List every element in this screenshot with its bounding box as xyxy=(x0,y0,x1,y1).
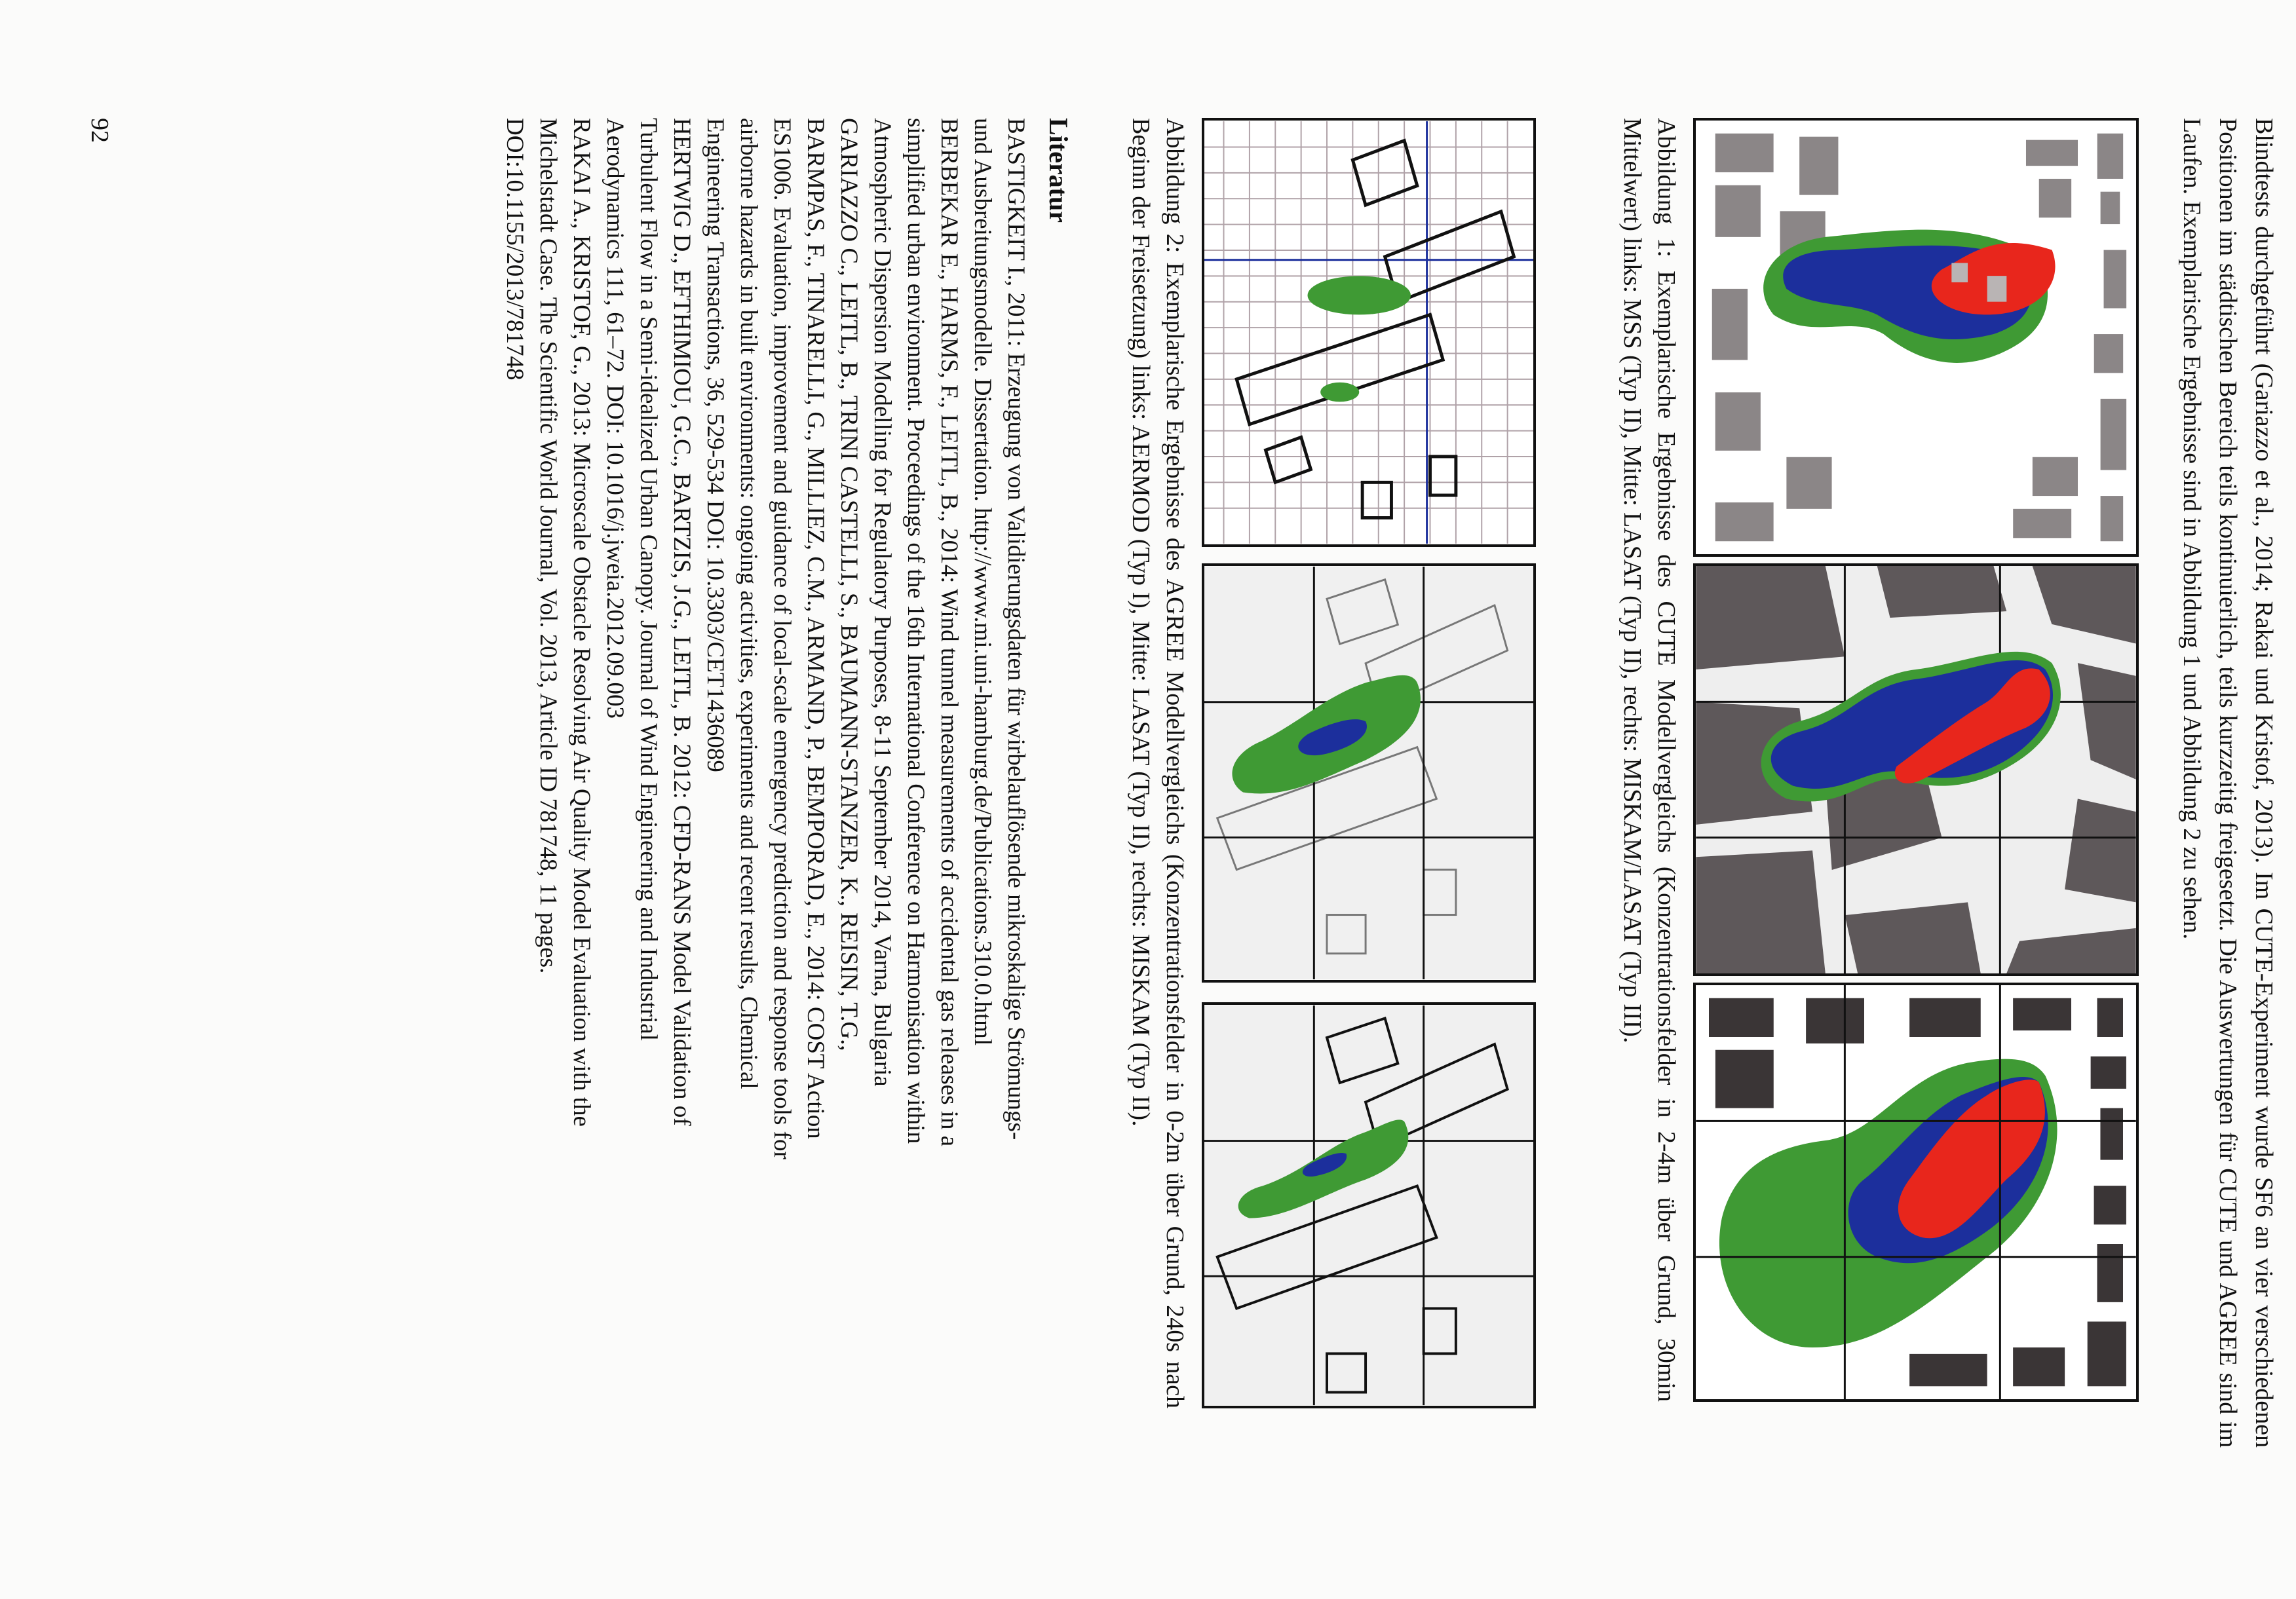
reference-line: ES1006. Evaluation, improvement and guidance of local-scale emergency prediction and response tools for xyxy=(769,118,795,1159)
reference-line: BASTIGKEIT I., 2011: Erzeugung von Validierungsdaten für wirbelauflösende mikroskalige Strömungs- xyxy=(1003,118,1029,1140)
figure1-panel-middle xyxy=(1693,563,2139,976)
figure1-panel-right xyxy=(1693,983,2139,1402)
figure2-panel-middle xyxy=(1202,563,1536,983)
figure1-middle-map xyxy=(1696,566,2136,973)
body-paragraph: Blindtests durchgeführt (Gariazzo et al., 2014; Rakai und Kristof, 2013). Im CUTE-Experiment wurde SF6 an vier verschiedenen Positionen im städtischen Bereich teils kontinuierlich, teils kurzzeitig freigesetzt. Die Auswertungen für CUTE und AGREE sind im Laufen. Exemplarische Ergebnisse sind in Abbildung 1 und Abbildung 2 zu sehen. xyxy=(2178,118,2278,1448)
reference-line: BERBEKAR E., HARMS, F., LEITL, B., 2014: Wind tunnel measurements of accidental gas releases in a xyxy=(936,118,963,1147)
figure1-caption: Abbildung 1: Exemplarische Ergebnisse des CUTE Modellvergleichs (Konzentrationsfelder in 2-4m über Grund, 30min Mittelwert) links: MSS (Typ II), Mitte: LASAT (Typ II), rechts: MISKAM/LASAT (Typ III). xyxy=(1618,118,1680,1402)
figure1-panel-left xyxy=(1693,118,2139,557)
figure2-left-map xyxy=(1204,121,1533,544)
reference-line: BARMPAS, F., TINARELLI, G., MILLIEZ, C.M., ARMAND, P., BEMPORAD, E., 2014: COST Action xyxy=(802,118,829,1139)
reference-line: RAKAI A., KRISTOF, G., 2013: Microscale Obstacle Resolving Air Quality Model Evaluation with the xyxy=(568,118,595,1127)
figure2-middle-map xyxy=(1204,566,1533,980)
figure1-right-map xyxy=(1696,985,2136,1399)
figure2-right-map xyxy=(1204,1005,1533,1406)
figure1-left-map xyxy=(1696,121,2136,554)
reference-line: Turbulent Flow in a Semi-idealized Urban Canopy. Journal of Wind Engineering and Industrial xyxy=(635,118,662,1042)
page-number: 92 xyxy=(86,118,113,143)
reference-line: Atmospheric Dispersion Modelling for Regulatory Purposes, 8-11 September 2014, Varna, Bulgaria xyxy=(869,118,896,1087)
reference-line: DOI:10.1155/2013/781748 xyxy=(501,118,528,381)
literature-heading: Literatur xyxy=(1044,118,1073,223)
figure2-caption: Abbildung 2: Exemplarische Ergebnisse des AGREE Modellvergleichs (Konzentrationsfelder in 0-2m über Grund, 240s nach Beginn der Freisetzung) links: AERMOD (Typ I), Mitte: LASAT (Typ II), rechts: MISKAM (Typ II). xyxy=(1127,118,1189,1408)
reference-line: HERTWIG D., EFTHIMIOU, G.C., BARTZIS, J.G., LEITL, B. 2012: CFD-RANS Model Validation of xyxy=(668,118,695,1126)
figure2-panel-right xyxy=(1202,1002,1536,1408)
figure2-panel-left xyxy=(1202,118,1536,547)
reference-list xyxy=(498,118,1033,1494)
reference-line: simplified urban environment. Proceedings of the 16th International Conference on Harmonisation within xyxy=(902,118,929,1144)
reference-line: Michelstadt Case. The Scientific World Journal, Vol. 2013, Article ID 781748, 11 pages. xyxy=(535,118,562,974)
reference-line: Aerodynamics 111, 61–72. DOI: 10.1016/j.jweia.2012.09.003 xyxy=(602,118,628,719)
reference-line: und Ausbreitungsmodelle. Dissertation. http://www.mi.uni-hamburg.de/Publications.310.0.html xyxy=(969,118,996,1046)
reference-line: Engineering Transactions, 36, 529-534 DOI: 10.3303/CET1436089 xyxy=(702,118,729,772)
reference-line: GARIAZZO C., LEITL, B., TRINI CASTELLI, S., BAUMANN-STANZER, K., REISIN, T.G., xyxy=(835,118,862,1051)
reference-line: airborne hazards in built environments: ongoing activities, experiments and recent results, Chemical xyxy=(735,118,762,1089)
